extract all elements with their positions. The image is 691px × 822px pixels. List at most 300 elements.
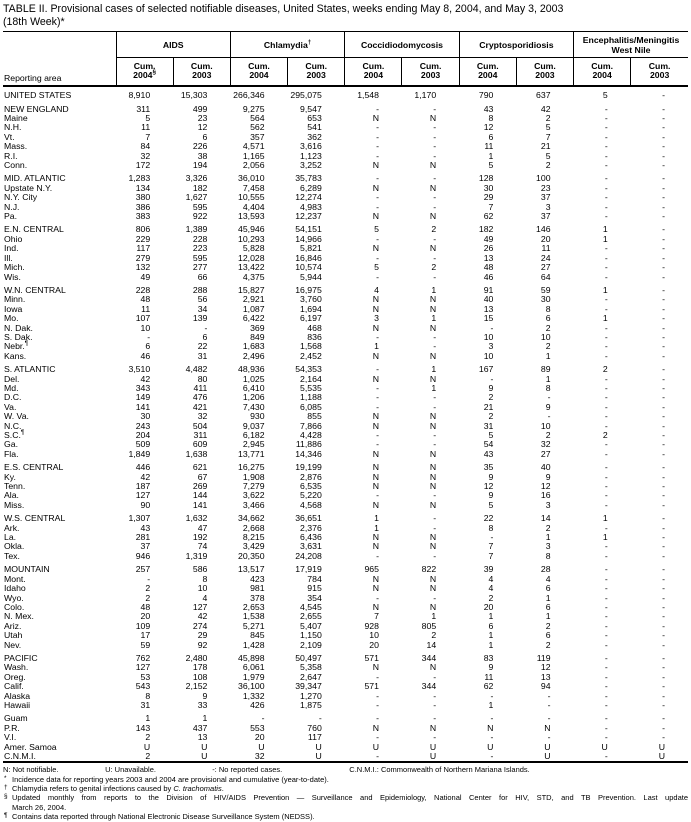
value-cell: 226	[192, 141, 208, 152]
value-cell: -	[604, 541, 608, 552]
value-cell: 2	[545, 160, 551, 171]
value-cell: 54,353	[295, 364, 322, 375]
value-cell: 1,548	[357, 90, 379, 101]
value-cell: 149	[135, 392, 151, 403]
value-cell: -	[662, 411, 665, 422]
value-cell: 24,208	[295, 550, 322, 561]
value-cell: 6	[488, 131, 494, 142]
value-cell: N	[487, 722, 494, 733]
value-cell: 421	[192, 401, 208, 412]
value-cell: -	[662, 364, 665, 375]
reporting-area-cell: UNITED STATES	[4, 90, 72, 101]
value-cell: -	[433, 439, 437, 450]
table-row	[3, 463, 688, 472]
value-cell: 13,593	[238, 211, 265, 222]
value-cell: 192	[192, 532, 208, 543]
value-cell: 571	[364, 652, 379, 663]
value-cell: 20	[254, 732, 265, 743]
table-row	[3, 450, 688, 459]
table-row	[3, 594, 688, 603]
value-cell: 108	[192, 671, 208, 682]
value-cell: -	[490, 713, 494, 724]
value-cell: -	[662, 192, 665, 203]
reporting-area-cell: S. Dak.	[4, 331, 33, 342]
value-cell: 1,908	[242, 471, 265, 482]
value-cell: -	[376, 233, 379, 244]
value-cell: N	[372, 411, 379, 422]
reporting-area-cell: N. Mex.	[4, 611, 34, 622]
value-cell: -	[662, 541, 665, 552]
italic-species-name: C. trachomatis	[173, 784, 222, 793]
value-cell: -	[604, 662, 608, 673]
value-cell: -	[490, 532, 494, 543]
value-cell: 8	[545, 303, 551, 314]
value-cell: -	[604, 182, 608, 193]
value-cell: N	[429, 448, 437, 459]
value-cell: 167	[478, 364, 494, 375]
legend-unavailable: U: Unavailable.	[105, 765, 156, 775]
value-cell: 855	[307, 411, 322, 422]
value-cell: 266,346	[233, 90, 265, 101]
reporting-area-cell: NEW ENGLAND	[4, 103, 69, 114]
value-cell: 3	[545, 499, 551, 510]
value-cell: 5	[602, 90, 608, 101]
value-cell: 36,100	[238, 681, 265, 692]
column-group-aids: AIDS	[116, 32, 230, 58]
value-cell: 14	[426, 639, 437, 650]
value-cell: 5	[488, 160, 494, 171]
col-header-west-nile-cum-2004: Cum. 2004	[574, 58, 631, 87]
table-row	[3, 342, 688, 351]
value-cell: 11	[484, 141, 494, 152]
value-cell: 32	[140, 150, 151, 161]
value-cell: N	[429, 211, 437, 222]
value-cell: -	[433, 122, 437, 133]
table-row	[3, 352, 688, 361]
value-cell: 1,389	[185, 224, 208, 235]
value-cell: 928	[364, 620, 379, 631]
value-cell: U	[315, 741, 322, 752]
table-row	[3, 263, 688, 272]
value-cell: -	[604, 732, 608, 743]
value-cell: -	[604, 499, 608, 510]
value-cell: 6	[545, 630, 551, 641]
value-cell: 21	[540, 141, 551, 152]
value-cell: 4,428	[300, 430, 322, 440]
table-row	[3, 184, 688, 193]
value-cell: -	[433, 341, 437, 352]
value-cell: 946	[135, 550, 151, 561]
table-row	[3, 682, 688, 691]
value-cell: 6,197	[300, 313, 322, 324]
value-cell: 637	[536, 90, 551, 101]
value-cell: -	[604, 573, 608, 584]
value-cell: U	[372, 741, 379, 752]
value-cell: -	[604, 592, 608, 603]
value-cell: -	[662, 722, 665, 733]
value-cell: 269	[192, 481, 208, 492]
reporting-area-cell: Colo.	[4, 601, 25, 612]
value-cell: -	[490, 373, 494, 384]
value-cell: 11,886	[295, 439, 322, 450]
value-cell: -	[662, 243, 665, 254]
value-cell: 1,428	[242, 639, 265, 650]
value-cell: 20,350	[238, 550, 265, 561]
reporting-area-cell: N. Dak.	[4, 322, 33, 333]
table-row	[3, 514, 688, 523]
value-cell: -	[662, 532, 665, 543]
value-cell: 15,827	[238, 284, 265, 295]
value-cell: 34	[197, 303, 208, 314]
value-cell: 109	[135, 620, 151, 631]
value-cell: N	[429, 303, 437, 314]
value-cell: -	[604, 303, 608, 314]
value-cell: 7	[488, 550, 494, 561]
value-cell: 6,535	[300, 481, 322, 492]
value-cell: 9,037	[242, 420, 265, 431]
table-row	[3, 482, 688, 491]
value-cell: 141	[192, 499, 208, 510]
value-cell: 8,910	[128, 90, 151, 101]
reporting-area-cell: Miss.	[4, 499, 25, 510]
value-cell: -	[604, 699, 608, 710]
value-cell: 7	[545, 131, 551, 142]
value-cell: N	[372, 722, 379, 733]
value-cell: -	[662, 681, 665, 692]
value-cell: -	[433, 713, 437, 724]
value-cell: 56	[197, 294, 208, 305]
value-cell: 5,944	[300, 271, 322, 282]
value-cell: 1	[431, 313, 437, 324]
value-cell: 45,946	[238, 224, 265, 235]
reporting-area-cell: E.S. CENTRAL	[4, 462, 64, 473]
value-cell: -	[662, 331, 665, 342]
value-cell: -	[433, 131, 437, 142]
value-cell: 2	[545, 322, 551, 333]
table-header	[3, 32, 688, 87]
value-cell: 1	[545, 611, 551, 622]
value-cell: 187	[135, 481, 151, 492]
reporting-area-cell: Guam	[4, 713, 28, 724]
value-cell: 17,919	[295, 564, 322, 575]
value-cell: 2	[545, 522, 551, 533]
value-cell: 59	[540, 284, 551, 295]
value-cell: 543	[135, 681, 151, 692]
value-cell: -	[662, 401, 665, 412]
value-cell: -	[662, 252, 665, 263]
value-cell: -	[433, 173, 437, 184]
value-cell: 12	[483, 481, 494, 492]
value-cell: 33	[197, 699, 208, 710]
value-cell: 1	[602, 284, 608, 295]
value-cell: 229	[135, 233, 151, 244]
table-row	[3, 333, 688, 342]
value-cell: 1,307	[128, 513, 151, 524]
value-cell: -	[662, 573, 665, 584]
value-cell: 1	[545, 350, 551, 361]
value-cell: -	[662, 211, 665, 222]
table-row	[3, 161, 688, 170]
value-cell: 31	[140, 699, 151, 710]
value-cell: 62	[483, 681, 494, 692]
value-cell: -	[376, 671, 379, 682]
value-cell: N	[372, 303, 379, 314]
reporting-area-cell: Oreg.	[4, 671, 26, 682]
value-cell: 7	[145, 131, 151, 142]
table-row	[3, 440, 688, 449]
value-cell: 1,170	[414, 90, 437, 101]
col-header-west-nile-cum-2003: Cum. 2003	[631, 58, 688, 87]
reporting-area-cell: Amer. Samoa	[4, 741, 57, 752]
value-cell: 6,436	[300, 532, 322, 543]
value-cell: 5	[545, 122, 551, 133]
value-cell: 790	[478, 90, 494, 101]
value-cell: 42	[140, 471, 151, 482]
value-cell: -	[662, 564, 665, 575]
value-cell: 37	[140, 541, 151, 552]
value-cell: -	[376, 690, 379, 701]
value-cell: -	[376, 122, 379, 133]
value-cell: -	[376, 392, 379, 403]
value-cell: N	[372, 499, 379, 510]
value-cell: N	[372, 541, 379, 552]
table-row	[3, 654, 688, 663]
value-cell: 10	[197, 583, 208, 594]
value-cell: 504	[192, 420, 208, 431]
value-cell: -	[662, 490, 665, 501]
value-cell: -	[604, 160, 608, 171]
reporting-area-cell: Okla.	[4, 541, 25, 552]
value-cell: 10,574	[295, 262, 322, 273]
value-cell: 2,496	[242, 350, 265, 361]
value-cell: -	[662, 341, 665, 352]
value-cell: -	[604, 122, 608, 133]
value-cell: -	[604, 322, 608, 333]
value-cell: U	[544, 751, 551, 761]
value-cell: N	[372, 322, 379, 333]
value-cell: -	[547, 699, 551, 710]
value-cell: 9	[488, 490, 494, 501]
value-cell: 836	[307, 331, 322, 342]
value-cell: 981	[250, 583, 265, 594]
value-cell: -	[604, 722, 608, 733]
value-cell: -	[662, 430, 665, 440]
value-cell: -	[604, 522, 608, 533]
value-cell: 139	[192, 313, 208, 324]
value-cell: -	[662, 481, 665, 492]
value-cell: 10,555	[238, 192, 265, 203]
table-row	[3, 422, 688, 431]
value-cell: 12	[483, 122, 494, 133]
value-cell: -	[662, 601, 665, 612]
value-cell: 5	[374, 262, 379, 273]
table-row	[3, 384, 688, 393]
table-row	[3, 641, 688, 650]
value-cell: 5,358	[300, 662, 322, 673]
value-cell: 1	[374, 513, 379, 524]
value-cell: 3	[545, 541, 551, 552]
value-cell: 45,898	[238, 652, 265, 663]
table-row	[3, 631, 688, 640]
value-cell: 4,571	[242, 141, 265, 152]
value-cell: 295,075	[290, 90, 322, 101]
value-cell: -	[662, 690, 665, 701]
value-cell: U	[315, 751, 322, 761]
reporting-area-cell: D.C.	[4, 392, 22, 403]
value-cell: -	[662, 471, 665, 482]
value-cell: 3	[488, 341, 494, 352]
value-cell: 311	[136, 103, 151, 114]
value-cell: 1	[488, 150, 494, 161]
value-cell: 1,538	[242, 611, 265, 622]
value-cell: 4,568	[300, 499, 322, 510]
value-cell: -	[662, 284, 665, 295]
value-cell: -	[662, 373, 665, 384]
table-row	[3, 203, 688, 212]
value-cell: 274	[192, 620, 208, 631]
value-cell: U	[429, 741, 437, 752]
legend-line	[3, 765, 688, 774]
value-cell: 2,152	[185, 681, 208, 692]
table-row	[3, 552, 688, 561]
legend-not-notifiable: N: Not notifiable.	[3, 765, 59, 775]
value-cell: -	[604, 131, 608, 142]
value-cell: 2,655	[300, 611, 322, 622]
value-cell: 2	[602, 364, 608, 375]
table-row	[3, 142, 688, 151]
value-cell: 8,215	[242, 532, 265, 543]
value-cell: -	[662, 583, 665, 594]
table-row	[3, 701, 688, 710]
value-cell: 15	[483, 313, 494, 324]
value-cell: 146	[536, 224, 551, 235]
footnotes	[3, 765, 688, 821]
value-cell: N	[372, 160, 379, 171]
value-cell: N	[429, 350, 437, 361]
table-row	[3, 622, 688, 631]
reporting-area-cell: P.R.	[4, 722, 20, 733]
value-cell: -	[433, 252, 437, 263]
value-cell: 822	[421, 564, 437, 575]
value-cell: 84	[140, 141, 151, 152]
value-cell: 784	[307, 573, 322, 584]
value-cell: -	[662, 671, 665, 682]
reporting-area-cell: V.I.	[4, 732, 17, 743]
value-cell: N	[429, 662, 437, 673]
value-cell: -	[490, 322, 494, 333]
value-cell: 6,182	[242, 430, 265, 440]
table-row	[3, 412, 688, 421]
value-cell: -	[604, 601, 608, 612]
reporting-area-cell: Utah	[4, 630, 23, 641]
value-cell: 380	[135, 192, 151, 203]
value-cell: -	[604, 401, 608, 412]
value-cell: 20	[369, 639, 379, 650]
value-cell: 1	[602, 224, 608, 235]
value-cell: -	[376, 252, 379, 263]
value-cell: -	[662, 499, 665, 510]
value-cell: 9	[545, 471, 551, 482]
value-cell: 16	[540, 490, 551, 501]
value-cell: -	[604, 373, 608, 384]
value-cell: -	[662, 271, 665, 282]
value-cell: 4,375	[242, 271, 265, 282]
value-cell: 11	[141, 122, 151, 133]
value-cell: 182	[478, 224, 494, 235]
table-row	[3, 542, 688, 551]
value-cell: 46	[140, 350, 151, 361]
value-cell: 50,497	[295, 652, 322, 663]
value-cell: 42	[140, 373, 151, 384]
value-cell: 426	[250, 699, 265, 710]
value-cell: 27	[540, 448, 551, 459]
value-cell: -	[604, 481, 608, 492]
value-cell: N	[372, 182, 379, 193]
value-cell: 499	[192, 103, 208, 114]
reporting-area-cell: Conn.	[4, 160, 28, 171]
value-cell: -	[604, 420, 608, 431]
value-cell: 1,283	[128, 173, 151, 184]
value-cell: 15,303	[180, 90, 208, 101]
value-cell: 5	[488, 499, 494, 510]
value-cell: -	[604, 392, 608, 403]
value-cell: 48,936	[238, 364, 265, 375]
value-cell: 48	[483, 262, 494, 273]
value-cell: 4,404	[242, 201, 265, 212]
value-cell: 117	[136, 243, 151, 254]
col-header-coccidiodomycosis-cum-2003: Cum. 2003	[402, 58, 459, 87]
value-cell: 94	[540, 681, 551, 692]
value-cell: 4	[488, 583, 494, 594]
reporting-area-cell: Ind.	[4, 243, 19, 254]
value-cell: 23	[197, 113, 208, 123]
value-cell: 1	[374, 522, 379, 533]
value-cell: 386	[135, 201, 151, 212]
value-cell: 31	[197, 350, 208, 361]
value-cell: 13	[540, 671, 551, 682]
value-cell: 1,270	[300, 690, 322, 701]
value-cell: N	[429, 541, 437, 552]
reporting-area-cell: Nev.	[4, 639, 22, 650]
value-cell: -	[662, 233, 665, 244]
value-cell: 30	[140, 411, 151, 422]
value-cell: U	[601, 741, 608, 752]
value-cell: 34,662	[238, 513, 265, 524]
value-cell: -	[604, 103, 608, 114]
value-cell: 243	[135, 420, 151, 431]
reporting-area-cell: Del.	[4, 373, 20, 384]
reporting-area-cell: Md.	[4, 382, 19, 393]
value-cell: 14	[540, 513, 551, 524]
value-cell: 1,206	[242, 392, 265, 403]
value-cell: 383	[135, 211, 151, 222]
value-cell: 194	[192, 160, 208, 171]
value-cell: 144	[192, 490, 208, 501]
value-cell: U	[143, 741, 151, 752]
value-cell: -	[662, 173, 665, 184]
reporting-area-cell: W.S. CENTRAL	[4, 513, 66, 524]
reporting-area-cell: Hawaii	[4, 699, 31, 710]
value-cell: 204	[135, 430, 151, 440]
reporting-area-cell: N.Y. City	[4, 192, 38, 203]
value-cell: 11	[141, 303, 151, 314]
value-cell: -	[433, 233, 437, 244]
value-cell: 2,164	[300, 373, 322, 384]
value-cell: -	[433, 392, 437, 403]
value-cell: 621	[192, 462, 208, 473]
table-row	[3, 584, 688, 593]
reporting-area-cell: Ariz.	[4, 620, 22, 631]
